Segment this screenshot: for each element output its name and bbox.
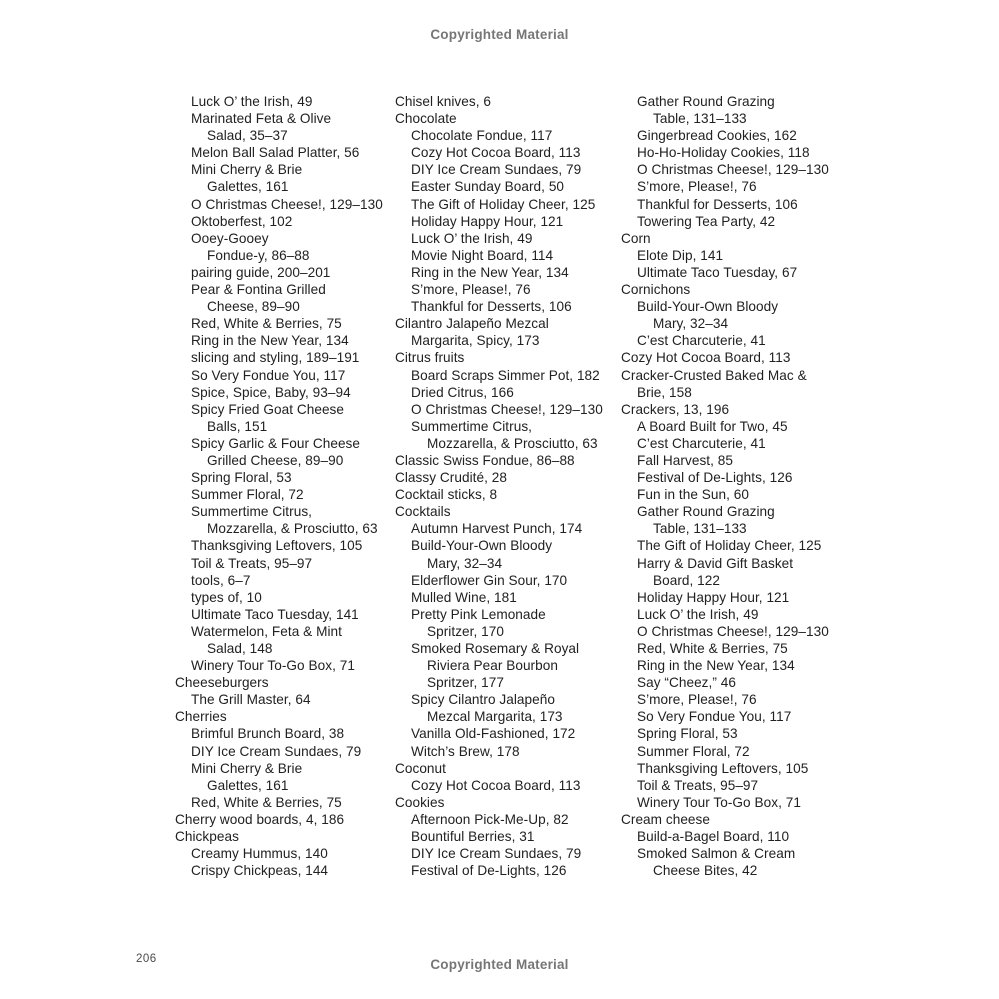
index-heading: Cilantro Jalapeño Mezcal	[395, 316, 549, 332]
index-heading: Cherries	[175, 709, 227, 725]
index-entry-line: So Very Fondue You, 117	[191, 367, 346, 383]
index-entry-line: The Gift of Holiday Cheer, 125	[637, 538, 822, 554]
index-entry-line: Spicy Garlic & Four Cheese	[191, 435, 361, 451]
index-entry-line: Marinated Feta & Olive	[191, 111, 332, 127]
index-heading: Corn	[621, 230, 651, 246]
index-entry-line: A Board Built for Two, 45	[637, 418, 788, 434]
index-entry-line: Ultimate Taco Tuesday, 141	[191, 606, 359, 622]
index-entry-line: Oktoberfest, 102	[191, 213, 293, 229]
index-entry-line: Build-Your-Own Bloody	[637, 299, 779, 315]
index-entry-line: Winery Tour To-Go Box, 71	[637, 794, 801, 810]
index-entry-line: Movie Night Board, 114	[411, 247, 554, 263]
index-heading: Cornichons	[621, 282, 691, 298]
index-entry-line: Toil & Treats, 95–97	[191, 555, 313, 571]
index-entry-line: Brimful Brunch Board, 38	[191, 726, 345, 742]
index-entry-line: C’est Charcuterie, 41	[637, 435, 766, 451]
index-entry-line: Thankful for Desserts, 106	[637, 196, 798, 212]
index-entry-line: O Christmas Cheese!, 129–130	[637, 623, 829, 639]
index-entry-line: Crispy Chickpeas, 144	[191, 863, 329, 879]
index-entry-line: Ring in the New Year, 134	[191, 333, 349, 349]
index-heading: Cheeseburgers	[175, 675, 269, 691]
index-entry-line: Red, White & Berries, 75	[191, 794, 342, 810]
index-entry-line: Spicy Fried Goat Cheese	[191, 401, 345, 417]
index-entry-line: Cozy Hot Cocoa Board, 113	[411, 777, 581, 793]
index-entry-line: Festival of De-Lights, 126	[411, 863, 567, 879]
index-entry-line: DIY Ice Cream Sundaes, 79	[411, 846, 582, 862]
index-entry-line: tools, 6–7	[191, 572, 251, 588]
index-entry-line: Luck O’ the Irish, 49	[411, 230, 533, 246]
index-entry-line: Mini Cherry & Brie	[191, 162, 303, 178]
index-entry-line: Easter Sunday Board, 50	[411, 179, 565, 195]
index-entry-line: Thanksgiving Leftovers, 105	[637, 760, 809, 776]
index-entry-line: Spritzer, 177	[427, 675, 504, 691]
index-entry-line: Thanksgiving Leftovers, 105	[191, 538, 363, 554]
index-entry-line: Red, White & Berries, 75	[637, 641, 788, 656]
index-entry-line: Summertime Citrus,	[191, 504, 312, 520]
index-entry-line: The Gift of Holiday Cheer, 125	[411, 196, 596, 212]
index-entry-line: Board, 122	[653, 572, 721, 588]
index-entry-line: Fall Harvest, 85	[637, 452, 733, 468]
index-entry-line: Margarita, Spicy, 173	[411, 333, 540, 349]
copyright-watermark-top: Copyrighted Material	[430, 27, 569, 42]
index-entry-line: S’more, Please!, 76	[637, 692, 757, 708]
index-entry-line: Cheese Bites, 42	[653, 863, 758, 879]
index-entry-line: Spring Floral, 53	[191, 470, 292, 486]
index-entry-line: Harry & David Gift Basket	[637, 555, 794, 571]
index-heading: Cream cheese	[621, 811, 710, 827]
index-entry-line: Thankful for Desserts, 106	[411, 299, 572, 315]
index-entry-line: Witch’s Brew, 178	[411, 743, 520, 759]
index-column-3	[621, 93, 829, 879]
index-entry-line: Holiday Happy Hour, 121	[637, 589, 790, 605]
index-entry-line: Mini Cherry & Brie	[191, 760, 303, 776]
index-entry-line: Pear & Fontina Grilled	[191, 282, 326, 298]
index-entry-line: Table, 131–133	[653, 111, 747, 127]
index-entry-line: Spritzer, 170	[427, 623, 504, 639]
index-entry-line: Build-Your-Own Bloody	[411, 538, 553, 554]
index-entry-line: Luck O’ the Irish, 49	[637, 606, 759, 622]
index-entry-line: Mulled Wine, 181	[411, 589, 517, 605]
index-entry-line: Holiday Happy Hour, 121	[411, 213, 564, 229]
index-heading: Cracker-Crusted Baked Mac &	[621, 367, 807, 383]
index-entry-line: Towering Tea Party, 42	[637, 213, 776, 229]
index-entry-line: Salad, 35–37	[207, 128, 288, 144]
index-heading: Crackers, 13, 196	[621, 401, 730, 417]
index-entry-line: Summer Floral, 72	[191, 487, 304, 503]
index-entry-line: Salad, 148	[207, 641, 273, 656]
index-entry-line: Pretty Pink Lemonade	[411, 606, 546, 622]
index-column-2	[395, 93, 603, 879]
index-entry-line: O Christmas Cheese!, 129–130	[411, 401, 603, 417]
index-entry-line: Toil & Treats, 95–97	[637, 777, 759, 793]
index-entry-line: Smoked Rosemary & Royal	[411, 641, 580, 656]
index-entry-line: So Very Fondue You, 117	[637, 709, 792, 725]
index-entry-line: Fun in the Sun, 60	[637, 487, 749, 503]
index-entry-line: Red, White & Berries, 75	[191, 316, 342, 332]
index-heading: Classy Crudité, 28	[395, 470, 507, 486]
index-entry-line: Vanilla Old-Fashioned, 172	[411, 726, 576, 742]
index-entry-line: Riviera Pear Bourbon	[427, 658, 558, 674]
index-entry-line: Mary, 32–34	[653, 316, 729, 332]
index-heading: Cherry wood boards, 4, 186	[175, 811, 345, 827]
index-heading: Classic Swiss Fondue, 86–88	[395, 452, 575, 468]
index-heading: Cozy Hot Cocoa Board, 113	[621, 350, 791, 366]
index-entry-line: Grilled Cheese, 89–90	[207, 452, 344, 468]
index-entry-line: Chocolate Fondue, 117	[411, 128, 553, 144]
index-entry-line: slicing and styling, 189–191	[191, 350, 360, 366]
index-heading: Cocktails	[395, 504, 451, 520]
index-entry-line: Elderflower Gin Sour, 170	[411, 572, 568, 588]
index-entry-line: Watermelon, Feta & Mint	[191, 623, 342, 639]
index-entry-line: Creamy Hummus, 140	[191, 846, 328, 862]
index-entry-line: Cheese, 89–90	[207, 299, 300, 315]
index-entry-line: Galettes, 161	[207, 777, 289, 793]
copyright-watermark-bottom: Copyrighted Material	[430, 957, 569, 972]
index-entry-line: Fondue-y, 86–88	[207, 247, 310, 263]
index-entry-line: Cozy Hot Cocoa Board, 113	[411, 145, 581, 161]
index-entry-line: Afternoon Pick-Me-Up, 82	[411, 811, 569, 827]
index-entry-line: Mary, 32–34	[427, 555, 503, 571]
index-entry-line: pairing guide, 200–201	[191, 264, 331, 280]
index-entry-line: C’est Charcuterie, 41	[637, 333, 766, 349]
index-entry-line: Smoked Salmon & Cream	[637, 846, 796, 862]
index-entry-line: Luck O’ the Irish, 49	[191, 94, 313, 109]
index-entry-line: O Christmas Cheese!, 129–130	[637, 162, 829, 178]
index-entry-line: Mozzarella, & Prosciutto, 63	[207, 521, 378, 537]
index-entry-line: DIY Ice Cream Sundaes, 79	[191, 743, 362, 759]
index-entry-line: Ring in the New Year, 134	[411, 264, 569, 280]
index-entry-line: types of, 10	[191, 589, 262, 605]
index-entry-line: Build-a-Bagel Board, 110	[637, 829, 790, 845]
index-entry-line: Ooey-Gooey	[191, 230, 269, 246]
index-heading: Coconut	[395, 760, 446, 776]
index-entry-line: Say “Cheez,” 46	[637, 675, 736, 691]
index-entry-line: S’more, Please!, 76	[411, 282, 531, 298]
index-entry-line: Summertime Citrus,	[411, 418, 532, 434]
index-entry-line: Mezcal Margarita, 173	[427, 709, 563, 725]
index-entry-line: Ring in the New Year, 134	[637, 658, 795, 674]
index-entry-line: Autumn Harvest Punch, 174	[411, 521, 583, 537]
index-entry-line: Spicy Cilantro Jalapeño	[411, 692, 555, 708]
index-entry-line: S’more, Please!, 76	[637, 179, 757, 195]
index-entry-line: Ho-Ho-Holiday Cookies, 118	[637, 145, 810, 161]
index-entry-line: Gather Round Grazing	[637, 504, 775, 520]
index-entry-line: Festival of De-Lights, 126	[637, 470, 793, 486]
index-heading: Chickpeas	[175, 829, 239, 845]
index-entry-line: Brie, 158	[637, 384, 692, 400]
index-heading: Citrus fruits	[395, 350, 465, 366]
index-entry-line: The Grill Master, 64	[191, 692, 311, 708]
index-entry-line: Ultimate Taco Tuesday, 67	[637, 264, 798, 280]
index-entry-line: Spice, Spice, Baby, 93–94	[191, 384, 351, 400]
index-entry-line: Dried Citrus, 166	[411, 384, 514, 400]
index-column-1	[175, 93, 383, 879]
index-entry-line: Melon Ball Salad Platter, 56	[191, 145, 360, 161]
index-heading: Chisel knives, 6	[395, 94, 491, 109]
index-entry-line: Galettes, 161	[207, 179, 289, 195]
index-entry-line: Spring Floral, 53	[637, 726, 738, 742]
index-entry-line: Mozzarella, & Prosciutto, 63	[427, 435, 598, 451]
index-entry-line: DIY Ice Cream Sundaes, 79	[411, 162, 582, 178]
index-entry-line: Balls, 151	[207, 418, 268, 434]
index-entry-line: Gather Round Grazing	[637, 94, 775, 109]
index-entry-line: Elote Dip, 141	[637, 247, 724, 263]
index-entry-line: Bountiful Berries, 31	[411, 829, 535, 845]
index-entry-line: Summer Floral, 72	[637, 743, 750, 759]
page-number: 206	[136, 953, 157, 965]
index-heading: Cookies	[395, 794, 445, 810]
index-entry-line: Board Scraps Simmer Pot, 182	[411, 367, 600, 383]
index-entry-line: Gingerbread Cookies, 162	[637, 128, 797, 144]
index-entry-line: Winery Tour To-Go Box, 71	[191, 658, 355, 674]
index-entry-line: O Christmas Cheese!, 129–130	[191, 196, 383, 212]
index-entry-line: Table, 131–133	[653, 521, 747, 537]
index-heading: Cocktail sticks, 8	[395, 487, 498, 503]
index-heading: Chocolate	[395, 111, 457, 127]
